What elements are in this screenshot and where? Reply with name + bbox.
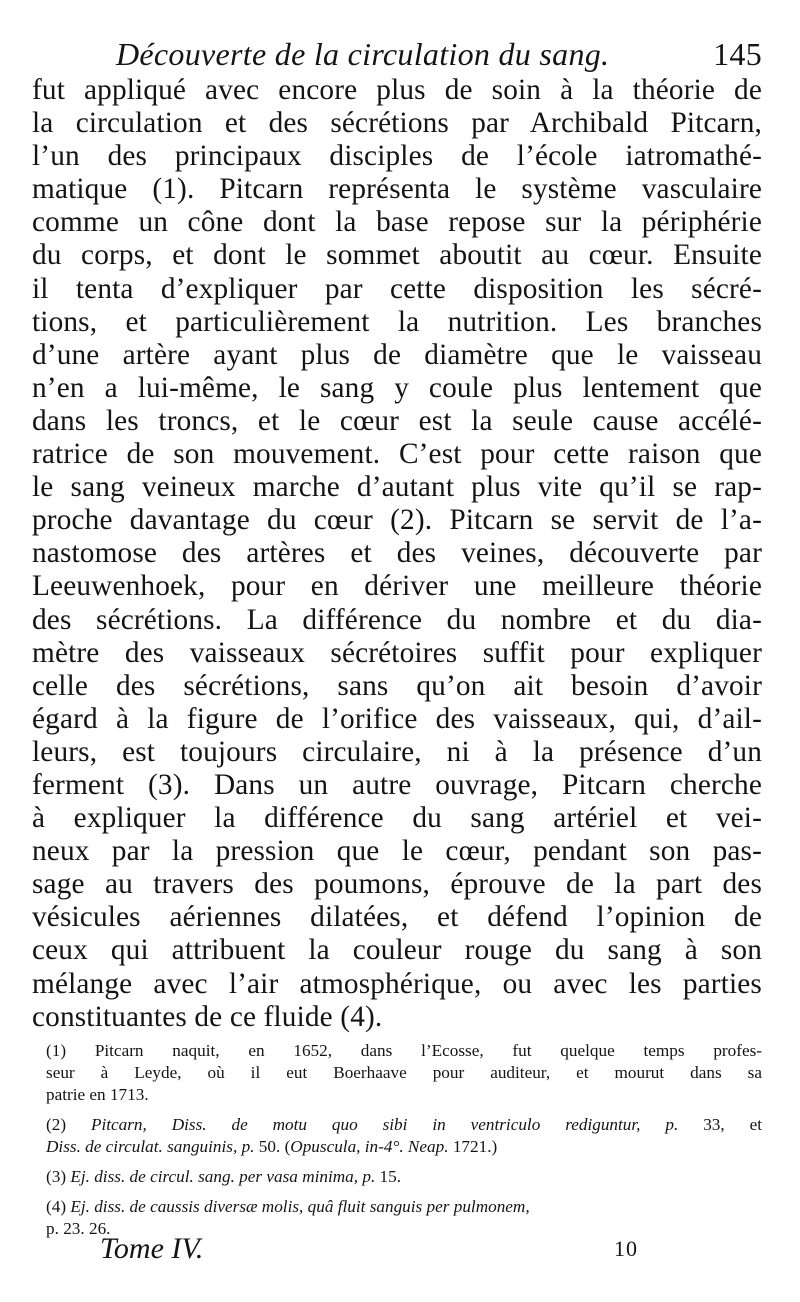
footnote-1-line: seur à Leyde, où il eut Boerhaave pour auditeur, et mourut dans sa: [46, 1063, 762, 1082]
footnote-4-citation: Ej. diss. de caussis diversæ molis, quâ fluit sanguis per pulmonem,: [70, 1197, 530, 1216]
text-line: sage au travers des poumons, éprouve de la part des: [32, 868, 762, 901]
text-line: à expliquer la différence du sang artériel et vei-: [32, 802, 762, 835]
text-line: neux par la pression que le cœur, pendant son pas-: [32, 835, 762, 868]
text-line: leurs, est toujours circulaire, ni à la présence d’un: [32, 735, 762, 768]
footnote-4-marker: (4): [46, 1197, 71, 1216]
text-line: Leeuwenhoek, pour en dériver une meilleure théorie: [32, 570, 762, 603]
text-line: d’une artère ayant plus de diamètre que le vaisseau: [32, 338, 762, 371]
footnote-2-marker: (2): [46, 1115, 91, 1134]
text-line-last: constituantes de ce fluide (4).: [32, 1000, 383, 1033]
signature-mark: 10: [614, 1236, 638, 1261]
footnote-3-line: [46, 1166, 762, 1188]
footnote-2-citation: Opuscula, in-4°. Neap.: [290, 1137, 449, 1156]
volume-label: Tome IV.: [100, 1232, 204, 1265]
text-line: n’en a lui-même, le sang y coule plus lentement que: [32, 371, 762, 404]
text-line: proche davantage du cœur (2). Pitcarn se servit de l’a-: [32, 504, 762, 537]
text-line: mètre des vaisseaux sécrétoires suffit pour expliquer: [32, 636, 762, 669]
footnote-4-line: p. 23. 26.: [46, 1219, 111, 1238]
text-line: mélange avec l’air atmosphérique, ou avec les parties: [32, 967, 762, 1000]
footnote-2-citation: Pitcarn, Diss. de motu quo sibi in ventriculo rediguntur, p.: [90, 1115, 679, 1134]
footnote-2-year: 1721.): [448, 1137, 498, 1156]
text-line: il tenta d’expliquer par cette disposition les sécré-: [32, 272, 762, 305]
footnote-2-line: [46, 1114, 762, 1136]
text-line: égard à la figure de l’orifice des vaisseaux, qui, d’ail-: [32, 702, 762, 735]
footnote-2-page: 50. (: [254, 1137, 291, 1156]
footnote-4-line: [46, 1196, 762, 1218]
text-line: ratrice de son mouvement. C’est pour cette raison que: [32, 438, 762, 471]
page-number: 145: [713, 36, 762, 72]
text-line: fut appliqué avec encore plus de soin à la théorie de: [32, 74, 762, 106]
footnote-3-marker: (3): [46, 1167, 71, 1186]
footnotes: [46, 1040, 762, 1240]
text-line: vésicules aériennes dilatées, et défend l’opinion de: [32, 901, 762, 934]
text-line: la circulation et des sécrétions par Archibald Pitcarn,: [32, 107, 762, 140]
text-line: du corps, et dont le sommet aboutit au cœur. Ensuite: [32, 239, 762, 272]
footnote-3-page: 15.: [375, 1167, 402, 1186]
footnote-2-citation: Diss. de circulat. sanguinis, p.: [46, 1137, 255, 1156]
text-line: des sécrétions. La différence du nombre et du dia-: [32, 603, 762, 636]
running-header: [116, 36, 762, 76]
footnote-1-line: (1) Pitcarn naquit, en 1652, dans l’Ecosse, fut quelque temps profes-: [46, 1041, 762, 1060]
page-footer: [100, 1232, 660, 1272]
text-line: nastomose des artères et des veines, découverte par: [32, 537, 762, 570]
text-line: tions, et particulièrement la nutrition. Les branches: [32, 305, 762, 338]
text-line: matique (1). Pitcarn représenta le système vasculaire: [32, 173, 762, 206]
footnote-2-page: 33, et: [678, 1115, 762, 1134]
footnote-1-line: patrie en 1713.: [46, 1085, 149, 1104]
text-line: dans les troncs, et le cœur est la seule cause accélé-: [32, 404, 762, 437]
text-line: ceux qui attribuent la couleur rouge du sang à son: [32, 934, 762, 967]
text-line: celle des sécrétions, sans qu’on ait besoin d’avoir: [32, 669, 762, 702]
text-line: ferment (3). Dans un autre ouvrage, Pitcarn cherche: [32, 768, 762, 801]
text-line: le sang veineux marche d’autant plus vite qu’il se rap-: [32, 471, 762, 504]
footnote-3-citation: Ej. diss. de circul. sang. per vasa minima, p.: [70, 1167, 376, 1186]
footnote-2-line: [46, 1136, 762, 1158]
running-title: Découverte de la circulation du sang.: [116, 36, 610, 72]
text-line: l’un des principaux disciples de l’école iatromathé-: [32, 140, 762, 173]
main-text: [32, 74, 762, 1034]
text-line: comme un cône dont la base repose sur la périphérie: [32, 206, 762, 239]
